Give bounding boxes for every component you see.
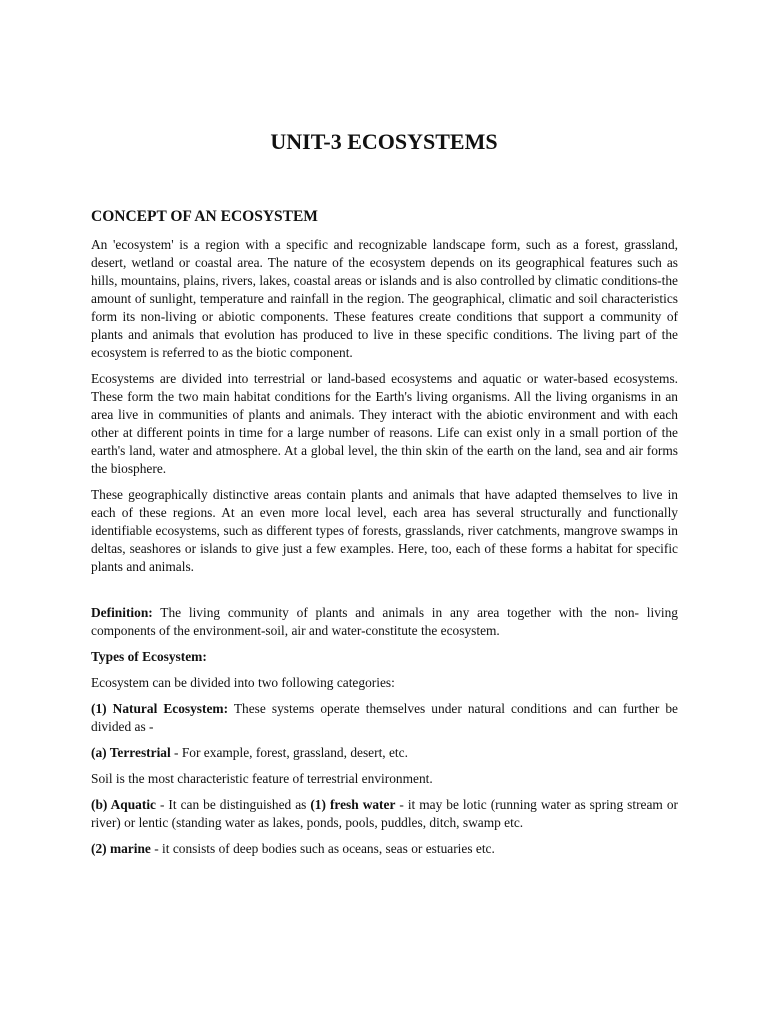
types-intro: Ecosystem can be divided into two following categories: <box>91 675 395 690</box>
aquatic-text-1: - It can be distinguished as <box>156 797 311 812</box>
document-body <box>91 236 678 866</box>
marine-text: - it consists of deep bodies such as oceans, seas or estuaries etc. <box>150 841 495 856</box>
aquatic-text-2: - it may be lotic (running water as spring stream or river) or lentic (standing water as lakes, ponds, pools, puddles, ditch, swamp etc. <box>91 797 678 830</box>
marine-paragraph <box>91 840 678 858</box>
definition-label: Definition: <box>91 605 153 620</box>
aquatic-paragraph <box>91 796 678 832</box>
paragraph-ecosystem-concept: An 'ecosystem' is a region with a specific and recognizable landscape form, such as a forest, grassland, desert, wetland or coastal area. The nature of the ecosystem depends on its geographical features such as hills, mountains, plains, rivers, lakes, coastal areas or islands and is also controlled by climatic conditions-the amount of sunlight, temperature and rainfall in the region. The geographical, climatic and soil characteristics form its non-living or abiotic components. These features create conditions that support a community of plants and animals that evolution has produced to live in these specific conditions. The living part of the ecosystem is referred to as the biotic component. <box>91 237 678 360</box>
paragraph-geographic-areas: These geographically distinctive areas contain plants and animals that have adapted themselves to live in each of these regions. At an even more local level, each area has several structurally and functionally identifiable ecosystems, such as different types of forests, grasslands, river catchments, mangrove swamps in deltas, seashores or islands to give just a few examples. Here, too, each of these forms a habitat for specific plants and animals. <box>91 487 678 574</box>
natural-ecosystem-label: (1) Natural Ecosystem: <box>91 701 229 716</box>
types-heading <box>91 648 678 666</box>
natural-ecosystem-text: These systems operate themselves under natural conditions and can further be divided as - <box>91 701 678 734</box>
terrestrial-text: - For example, forest, grassland, desert, etc. <box>170 745 408 760</box>
soil-note: Soil is the most characteristic feature of terrestrial environment. <box>91 771 433 786</box>
terrestrial-label: (a) Terrestrial <box>91 745 171 760</box>
aquatic-label: (b) Aquatic <box>91 797 156 812</box>
definition-text: The living community of plants and animals in any area together with the non- living components of the environment-soil, air and water-constitute the ecosystem. <box>91 605 678 638</box>
terrestrial-paragraph <box>91 744 678 762</box>
natural-ecosystem-paragraph <box>91 700 678 736</box>
definition-paragraph <box>91 604 678 640</box>
section-heading: CONCEPT OF AN ECOSYSTEM <box>91 208 318 225</box>
marine-label: (2) marine <box>91 841 151 856</box>
types-heading-text: Types of Ecosystem: <box>91 649 207 664</box>
fresh-water-label: (1) fresh water <box>310 797 396 812</box>
paragraph-ecosystem-division: Ecosystems are divided into terrestrial or land-based ecosystems and aquatic or water-based ecosystems. These form the two main habitat conditions for the Earth's living organisms. All the living organisms in an area live in communities of plants and animals. They interact with the abiotic environment and with each other at different points in time for a large number of reasons. Life can exist only in a small portion of the earth's land, water and atmosphere. At a global level, the thin skin of the earth on the land, sea and air forms the biosphere. <box>91 371 678 476</box>
page-title: UNIT-3 ECOSYSTEMS <box>270 129 498 154</box>
